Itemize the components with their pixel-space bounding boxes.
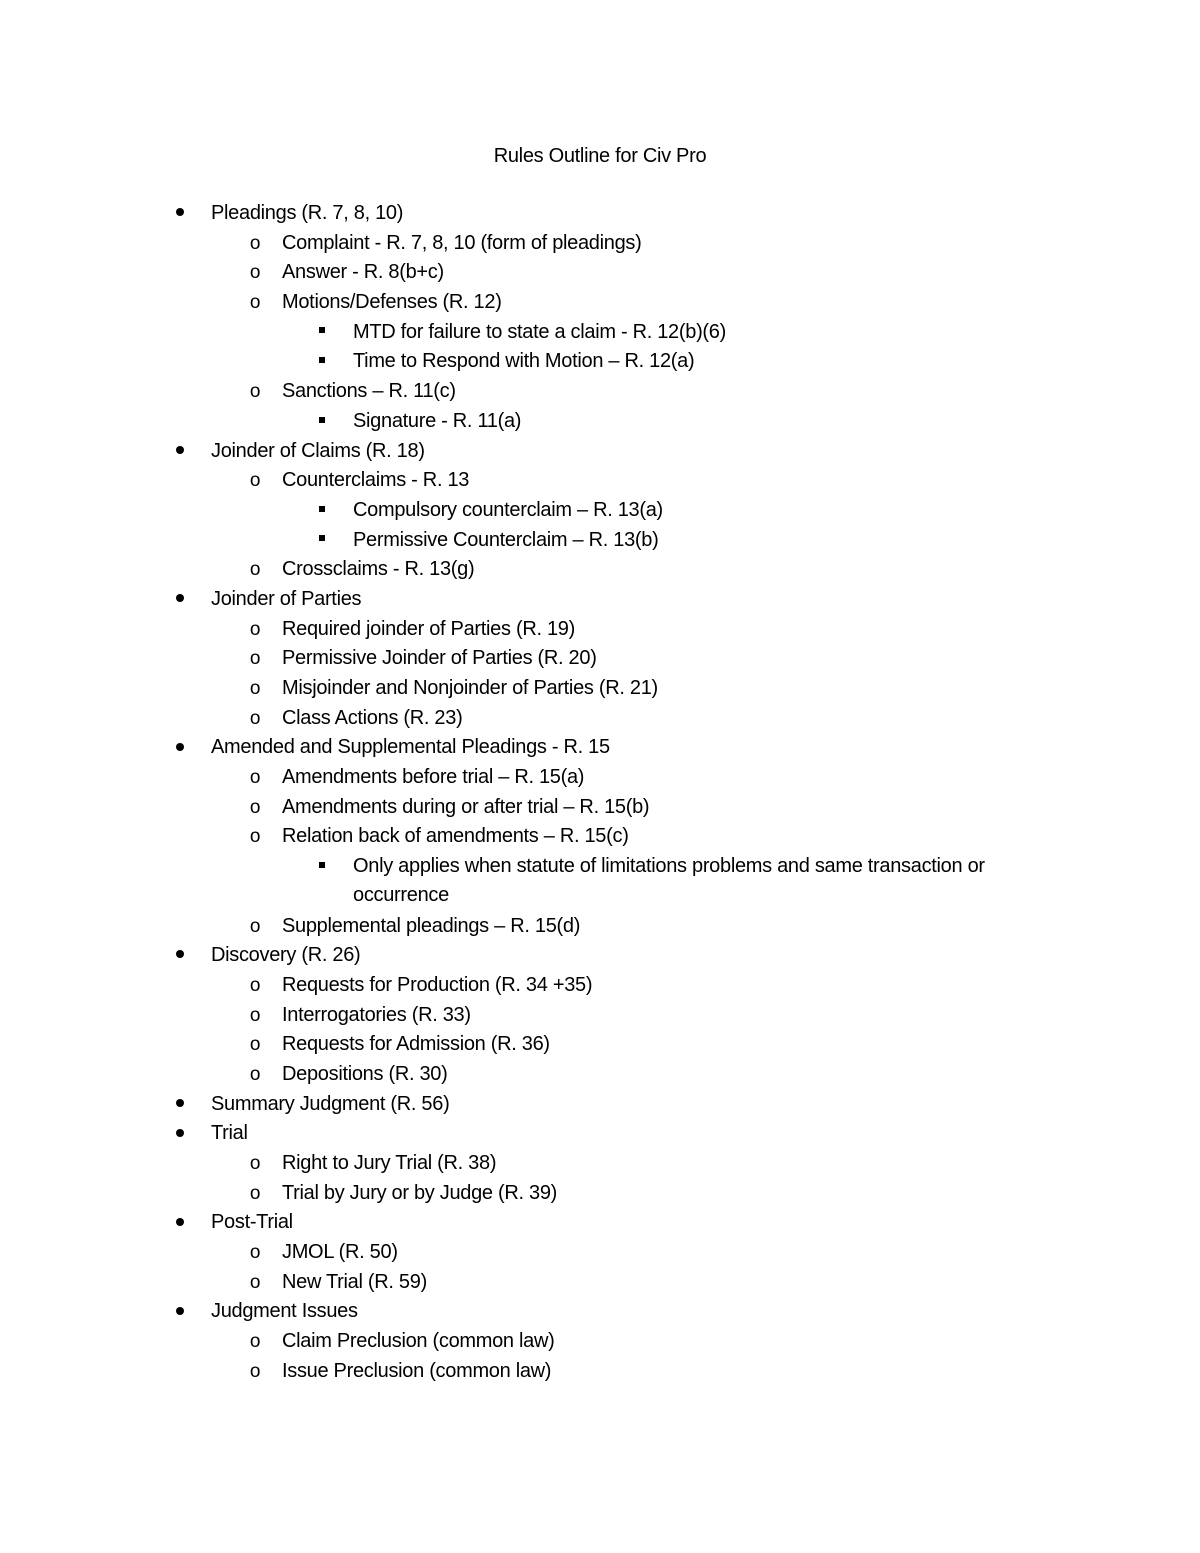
bullet-dot-icon bbox=[176, 446, 184, 454]
outline-item-level-2 bbox=[0, 615, 1200, 645]
outline-item-text: Claim Preclusion (common law) bbox=[282, 1330, 555, 1353]
outline-item-text: Class Actions (R. 23) bbox=[282, 706, 463, 729]
bullet-square-icon bbox=[319, 506, 325, 512]
bullet-dot-icon bbox=[170, 585, 190, 614]
outline-item-text: Requests for Admission (R. 36) bbox=[282, 1033, 550, 1056]
bullet-circle-icon: o bbox=[249, 1182, 261, 1204]
bullet-dot-icon bbox=[170, 941, 190, 970]
bullet-square-icon bbox=[319, 327, 325, 333]
outline-item-level-2 bbox=[0, 644, 1200, 674]
outline-item-text: Counterclaims - R. 13 bbox=[282, 469, 470, 492]
bullet-square-icon bbox=[315, 347, 329, 376]
outline-item-level-3 bbox=[0, 318, 1200, 348]
bullet-dot-icon bbox=[176, 594, 184, 602]
outline-item-text: Interrogatories (R. 33) bbox=[282, 1003, 471, 1026]
outline-item-level-2 bbox=[0, 674, 1200, 704]
outline-item-level-2 bbox=[0, 288, 1200, 318]
outline-item-text: Relation back of amendments – R. 15(c) bbox=[282, 825, 629, 848]
outline-item-text: Supplemental pleadings – R. 15(d) bbox=[282, 914, 581, 937]
bullet-square-icon bbox=[315, 318, 329, 347]
bullet-circle-icon: o bbox=[249, 292, 261, 314]
outline-item-level-2 bbox=[0, 1060, 1200, 1090]
bullet-circle-icon: o bbox=[249, 1242, 261, 1264]
outline-item-text: Post-Trial bbox=[211, 1211, 293, 1234]
outline-item-text: JMOL (R. 50) bbox=[282, 1241, 398, 1264]
bullet-circle-icon: o bbox=[249, 648, 261, 670]
bullet-dot-icon bbox=[176, 950, 184, 958]
bullet-circle-icon: o bbox=[249, 559, 261, 581]
bullet-circle-icon: o bbox=[249, 1004, 261, 1026]
outline-item-text: Trial bbox=[211, 1122, 248, 1145]
bullet-square-icon bbox=[315, 496, 329, 525]
outline-item-level-2 bbox=[0, 1030, 1200, 1060]
bullet-square-icon bbox=[319, 417, 325, 423]
outline-item-text: Misjoinder and Nonjoinder of Parties (R. 21) bbox=[282, 677, 658, 699]
outline-item-level-1 bbox=[0, 199, 1200, 229]
outline-item-level-2 bbox=[0, 971, 1200, 1001]
outline-item-level-2 bbox=[0, 763, 1200, 793]
bullet-circle-icon: o bbox=[249, 470, 261, 492]
bullet-circle-icon: o bbox=[249, 826, 261, 848]
outline-item-level-1 bbox=[0, 1119, 1200, 1149]
bullet-square-icon bbox=[319, 862, 325, 868]
outline-item-level-3 bbox=[0, 496, 1200, 526]
outline-item-level-3 bbox=[0, 407, 1200, 437]
bullet-dot-icon bbox=[176, 743, 184, 751]
outline-item-level-2 bbox=[0, 1327, 1200, 1357]
outline-item-text: Amendments during or after trial – R. 15(b) bbox=[282, 795, 650, 818]
bullet-dot-icon bbox=[170, 1208, 190, 1237]
outline-item-text: Motions/Defenses (R. 12) bbox=[282, 291, 502, 314]
outline-item-text: Amended and Supplemental Pleadings - R. 15 bbox=[211, 736, 610, 759]
outline-item-level-2 bbox=[0, 822, 1200, 852]
bullet-dot-icon bbox=[176, 1099, 184, 1107]
outline-item-text: Answer - R. 8(b+c) bbox=[282, 261, 444, 284]
outline-item-level-1 bbox=[0, 1090, 1200, 1120]
outline-item-text: Trial by Jury or by Judge (R. 39) bbox=[282, 1181, 558, 1204]
outline-item-text: Permissive Joinder of Parties (R. 20) bbox=[282, 647, 597, 670]
bullet-dot-icon bbox=[176, 1307, 184, 1315]
bullet-circle-icon: o bbox=[249, 915, 261, 937]
outline-item-text: Only applies when statute of limitations problems and same transaction or occurrence bbox=[353, 855, 985, 907]
outline-item-text: Depositions (R. 30) bbox=[282, 1062, 448, 1085]
bullet-circle-icon: o bbox=[249, 1034, 261, 1056]
outline-item-text: Judgment Issues bbox=[211, 1300, 358, 1323]
outline-item-level-1 bbox=[0, 437, 1200, 467]
outline-item-level-1 bbox=[0, 733, 1200, 763]
outline-item-text: Time to Respond with Motion – R. 12(a) bbox=[353, 350, 695, 373]
outline-item-level-2 bbox=[0, 377, 1200, 407]
outline-item-text: Joinder of Parties bbox=[211, 587, 362, 610]
outline-item-level-2 bbox=[0, 258, 1200, 288]
bullet-dot-icon bbox=[170, 1297, 190, 1326]
outline-item-level-2 bbox=[0, 555, 1200, 585]
outline-item-level-2 bbox=[0, 1238, 1200, 1268]
outline-item-text: Permissive Counterclaim – R. 13(b) bbox=[353, 528, 659, 551]
bullet-circle-icon: o bbox=[249, 767, 261, 789]
bullet-dot-icon bbox=[170, 199, 190, 228]
outline-item-text: Sanctions – R. 11(c) bbox=[282, 380, 456, 403]
bullet-dot-icon bbox=[170, 437, 190, 466]
outline-item-level-1 bbox=[0, 1297, 1200, 1327]
outline-item-text: Amendments before trial – R. 15(a) bbox=[282, 766, 585, 789]
bullet-dot-icon bbox=[176, 1218, 184, 1226]
bullet-dot-icon bbox=[170, 733, 190, 762]
bullet-square-icon bbox=[319, 357, 325, 363]
outline-item-text: Crossclaims - R. 13(g) bbox=[282, 558, 475, 581]
outline-item-level-3 bbox=[0, 347, 1200, 377]
document-title: Rules Outline for Civ Pro bbox=[493, 145, 707, 167]
bullet-square-icon bbox=[315, 526, 329, 555]
outline-item-level-2 bbox=[0, 466, 1200, 496]
bullet-circle-icon: o bbox=[249, 678, 261, 699]
outline-item-text: Issue Preclusion (common law) bbox=[282, 1359, 552, 1382]
outline-item-level-2 bbox=[0, 1149, 1200, 1179]
outline-item-text: Pleadings (R. 7, 8, 10) bbox=[211, 202, 404, 224]
outline-item-text: Summary Judgment (R. 56) bbox=[211, 1092, 450, 1115]
outline-item-level-3 bbox=[0, 526, 1200, 556]
bullet-dot-icon bbox=[170, 1090, 190, 1119]
bullet-dot-icon bbox=[176, 1129, 184, 1137]
outline-item-level-2 bbox=[0, 1001, 1200, 1031]
bullet-circle-icon: o bbox=[249, 1331, 261, 1353]
bullet-circle-icon: o bbox=[249, 618, 261, 640]
outline-item-level-3 bbox=[0, 852, 1200, 911]
outline-item-level-1 bbox=[0, 585, 1200, 615]
bullet-circle-icon: o bbox=[249, 1063, 261, 1085]
outline-item-text: Requests for Production (R. 34 +35) bbox=[282, 973, 593, 996]
outline-list bbox=[0, 199, 1200, 1387]
bullet-circle-icon: o bbox=[249, 707, 261, 729]
bullet-circle-icon: o bbox=[249, 381, 261, 403]
outline-item-level-1 bbox=[0, 1208, 1200, 1238]
bullet-circle-icon: o bbox=[249, 1153, 261, 1175]
outline-item-level-2 bbox=[0, 229, 1200, 259]
outline-item-level-2 bbox=[0, 704, 1200, 734]
bullet-circle-icon: o bbox=[249, 232, 261, 254]
bullet-dot-icon bbox=[176, 208, 184, 216]
bullet-square-icon bbox=[315, 407, 329, 436]
bullet-dot-icon bbox=[170, 1119, 190, 1148]
outline-item-level-2 bbox=[0, 1268, 1200, 1298]
bullet-circle-icon: o bbox=[249, 1271, 261, 1293]
bullet-circle-icon: o bbox=[249, 262, 261, 284]
outline-item-text: New Trial (R. 59) bbox=[282, 1270, 427, 1293]
outline-item-text: Complaint - R. 7, 8, 10 (form of pleadings) bbox=[282, 231, 642, 254]
outline-item-text: Required joinder of Parties (R. 19) bbox=[282, 617, 575, 640]
outline-item-text: MTD for failure to state a claim - R. 12(b)(6) bbox=[353, 320, 726, 343]
outline-item-level-2 bbox=[0, 1179, 1200, 1209]
bullet-square-icon bbox=[319, 535, 325, 541]
outline-item-level-2 bbox=[0, 1357, 1200, 1387]
outline-item-level-1 bbox=[0, 941, 1200, 971]
outline-item-text: Compulsory counterclaim – R. 13(a) bbox=[353, 498, 663, 521]
bullet-circle-icon: o bbox=[249, 974, 261, 996]
bullet-square-icon bbox=[315, 852, 329, 881]
outline-item-text: Discovery (R. 26) bbox=[211, 944, 361, 967]
outline-item-text: Joinder of Claims (R. 18) bbox=[211, 439, 425, 462]
outline-item-level-2 bbox=[0, 912, 1200, 942]
outline-item-text: Right to Jury Trial (R. 38) bbox=[282, 1152, 497, 1175]
outline-item-text: Signature - R. 11(a) bbox=[353, 409, 522, 432]
bullet-circle-icon: o bbox=[249, 796, 261, 818]
outline-item-level-2 bbox=[0, 793, 1200, 823]
bullet-circle-icon: o bbox=[249, 1360, 261, 1382]
